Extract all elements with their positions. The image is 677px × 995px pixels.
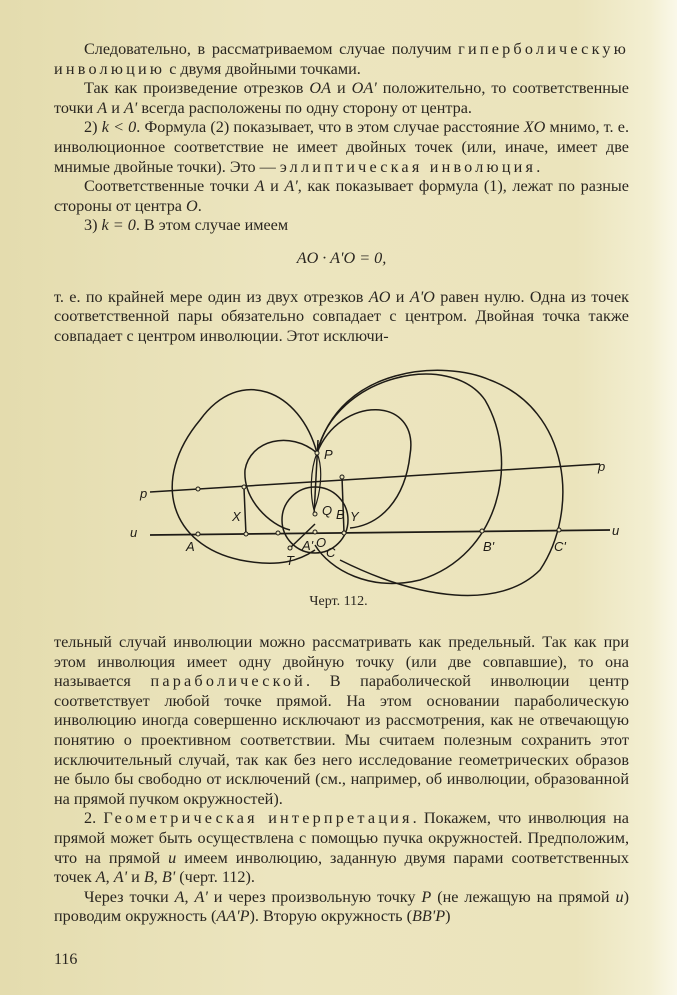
label-x: X — [232, 509, 241, 524]
text-run: и — [390, 287, 410, 306]
text-run: . В этом случае имеем — [135, 216, 289, 235]
label-p-line-left: p — [140, 486, 148, 501]
text-run: . — [197, 196, 202, 215]
circle-ccp — [317, 370, 563, 595]
text-run: , — [153, 868, 162, 887]
math-var: B' — [161, 868, 176, 887]
line-u — [150, 530, 610, 535]
label-a: A — [186, 539, 195, 554]
label-p-line-right: p — [598, 459, 606, 474]
math-var: A' — [194, 887, 208, 906]
text-run: Следовательно, в рассматриваемом случае получим — [84, 40, 459, 58]
paragraph-7 — [54, 633, 629, 809]
math-var: O — [186, 196, 198, 215]
math-var: B — [143, 868, 154, 887]
text-run: и — [107, 98, 124, 117]
text-run: мнимо, т. е. инволюционное соответствие не имеет двойных точек (или, иначе, имеет две мнимые двойные точки). Это — — [54, 118, 630, 176]
text-run: (не лежащую на прямой — [431, 887, 616, 906]
label-c: C — [326, 545, 336, 560]
label-o: O — [316, 535, 327, 550]
text-run: . Покажем, что инволюция на прямой может быть осуществлена с помощью пучка окружностей. Предположим, что на прямой — [54, 809, 629, 867]
text-run: и через произвольную точку — [207, 887, 422, 906]
text-run: 3) — [84, 216, 102, 235]
text-run: (черт. 112). — [175, 868, 255, 887]
segment-x — [244, 488, 246, 535]
text-run: положительно, то соответственные точки — [54, 79, 629, 117]
spaced-term: параболической — [150, 672, 306, 691]
math-var: A'O — [409, 287, 435, 306]
figure-caption: Черт. 112. — [309, 594, 368, 609]
text-run: Соответственные точки — [84, 177, 255, 196]
label-t: T — [286, 553, 294, 568]
math-var: A' — [284, 177, 298, 196]
spaced-term: эллиптическая инволюция — [279, 157, 537, 176]
math-var: u — [168, 848, 177, 867]
paragraph-8 — [54, 809, 629, 887]
text-run: Так как произведение отрезков — [84, 79, 310, 98]
text-run: , — [105, 868, 114, 887]
math-var: AA'P — [216, 907, 250, 926]
text-run: с двумя двойными точками. — [165, 59, 361, 78]
section-heading: Геометрическая интерпретация — [103, 809, 413, 828]
text-run: ) проводим окружность ( — [54, 887, 630, 926]
label-u-right: u — [612, 523, 620, 538]
page-number: 116 — [54, 951, 78, 968]
label-c-prime: C' — [554, 539, 566, 554]
text-run: 2. — [84, 809, 104, 828]
text-run: , как показывает формула (1), лежат по разные стороны от центра — [54, 177, 629, 215]
paragraph-9 — [54, 888, 629, 927]
label-q: Q — [322, 503, 333, 518]
text-run: Через точки — [84, 887, 175, 906]
text-run: , — [184, 887, 195, 906]
text-run: и — [264, 177, 285, 196]
label-y: Y — [350, 509, 359, 524]
math-var: A — [254, 177, 265, 196]
text-run: и — [330, 79, 352, 98]
math-var: A — [95, 868, 106, 887]
text-run: тельный случай инволюции можно рассматривать как предельный. Так как при этом инволюция имеет одну двойную точку (или две совпавшие), то она называется — [54, 633, 629, 691]
text-run: ). Вторую окружность ( — [249, 907, 412, 926]
text-run: всегда расположены по одну сторону от центра. — [137, 98, 472, 117]
text-run: . — [536, 157, 541, 176]
text-run: . В параболической инволюции центр соответствует любой точке прямой. На этом основании параболическую инволюцию иногда совершенно исключают из рассмотрения, как не отвечающую понятию о проективном соответствии. Мы считаем полезным сохранить этот исключительный случай, так как без него исследование геометрических образов не было бы свободно от исключений (см., например, об инволюции, образованной на прямой пучком окружностей). — [54, 672, 629, 808]
label-b-prime: B' — [483, 539, 495, 554]
math-var: OA' — [351, 79, 377, 98]
math-var: OA — [309, 79, 331, 98]
math-var: A — [174, 887, 185, 906]
text-run: 2) — [84, 118, 102, 137]
text-run: имеем инволюцию, заданную двумя парами соответственных точек — [54, 848, 629, 887]
math-var: A' — [123, 98, 138, 117]
text-run: равен нулю. Одна из точек соответственной пары обязательно совпадает с центром. Двойная точка также совпадает с центром инволюции. Этот исключи- — [54, 287, 629, 345]
segment-y — [342, 477, 344, 533]
point-markers — [196, 451, 561, 550]
math-var: BB'P — [411, 907, 446, 926]
math-var: u — [615, 887, 624, 906]
math-var: P — [421, 887, 432, 906]
math-var: AO — [368, 287, 391, 306]
math-var: A' — [113, 868, 128, 887]
label-b: B — [336, 507, 345, 522]
label-a-prime: A' — [302, 538, 314, 553]
text-run: т. е. по крайней мере один из двух отрезков — [54, 287, 369, 306]
math-expr: k = 0 — [101, 216, 136, 235]
bottom-text-block — [54, 633, 629, 927]
math-expr: k < 0 — [101, 118, 137, 137]
figure-labels — [130, 447, 619, 568]
math-var: A — [97, 98, 108, 117]
spaced-term: гиперболическую инволюцию — [54, 40, 629, 78]
line-p — [150, 464, 600, 492]
text-run: ) — [445, 907, 451, 926]
text-run: . Формула (2) показывает, что в этом случае расстояние — [136, 118, 524, 137]
label-u-left: u — [130, 525, 138, 540]
math-var: XO — [523, 118, 546, 137]
label-p-point: P — [324, 447, 333, 462]
text-run: и — [127, 868, 144, 887]
display-formula: AO · A'O = 0, — [296, 248, 387, 267]
